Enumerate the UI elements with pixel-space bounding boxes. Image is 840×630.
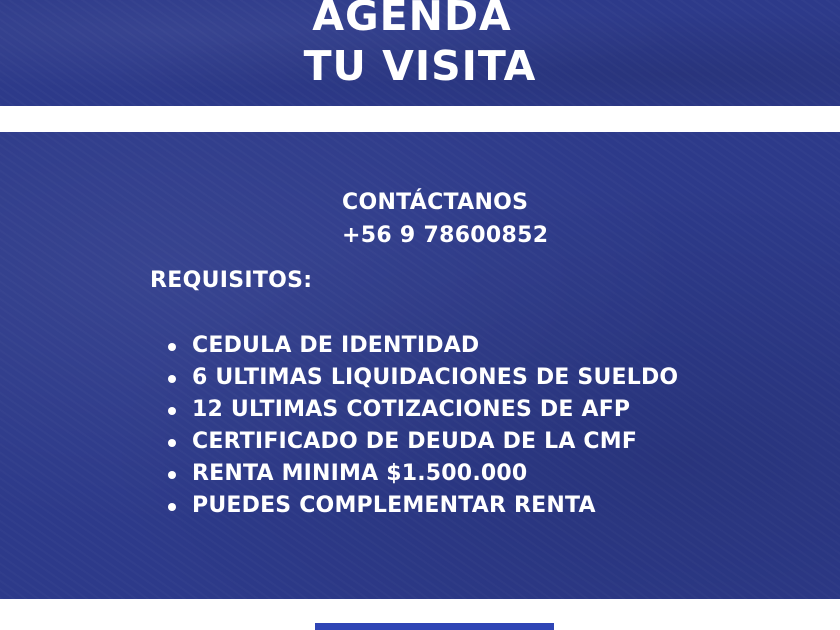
requirement-text: RENTA MINIMA $1.500.000 [192,461,528,486]
bullet-icon [168,503,176,511]
bullet-icon [168,407,176,415]
accent-bar [315,623,554,630]
title-line-agenda: AGENDA [312,0,512,40]
title-line-tu-visita: TU VISITA [303,42,537,90]
bullet-icon [168,439,176,447]
requirement-text: 12 ULTIMAS COTIZACIONES DE AFP [192,397,631,422]
requirement-text: PUEDES COMPLEMENTAR RENTA [192,493,596,518]
header-panel [0,0,840,106]
requirement-text: 6 ULTIMAS LIQUIDACIONES DE SUELDO [192,365,679,390]
bullet-icon [168,343,176,351]
contact-label: CONTÁCTANOS [342,190,529,215]
bullet-icon [168,375,176,383]
requirement-text: CEDULA DE IDENTIDAD [192,333,480,358]
requirement-text: CERTIFICADO DE DEUDA DE LA CMF [192,429,638,454]
contact-phone: +56 9 78600852 [342,223,549,248]
requirements-title: REQUISITOS: [150,268,313,293]
bullet-icon [168,471,176,479]
